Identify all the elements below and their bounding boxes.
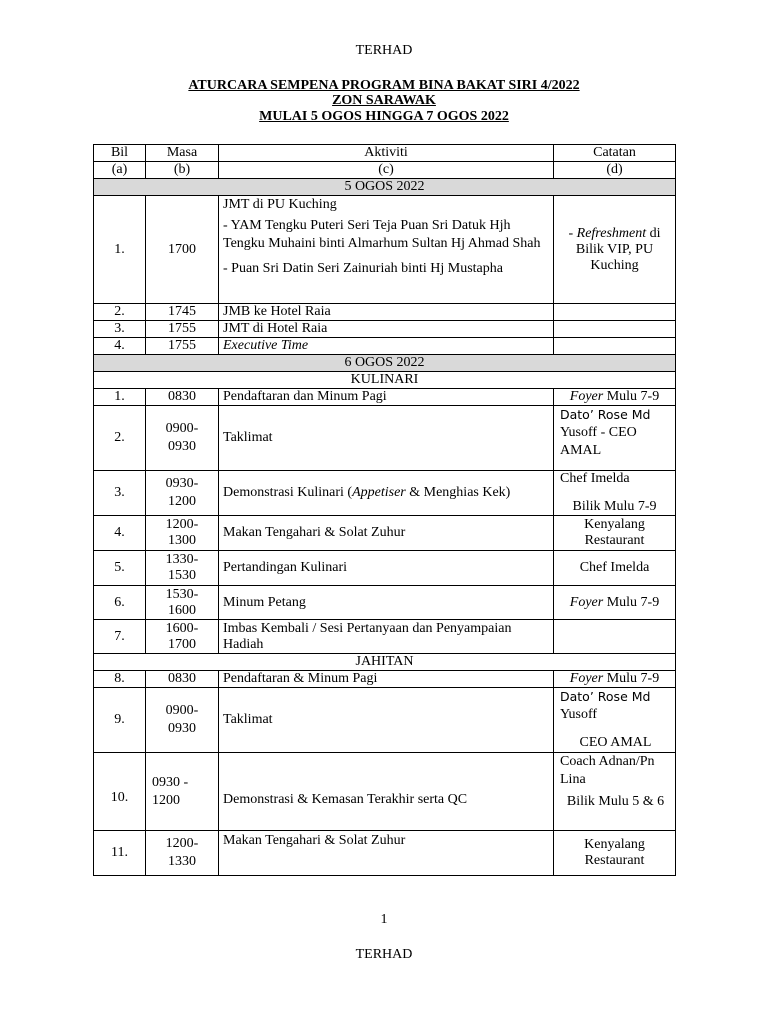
masa-start: 0900- bbox=[165, 421, 199, 436]
aktiviti-text: & Menghias Kek) bbox=[405, 485, 511, 500]
row-bil: 5. bbox=[94, 551, 146, 586]
row-masa: 1755 bbox=[146, 338, 219, 355]
row-aktiviti: Pendaftaran & Minum Pagi bbox=[219, 671, 554, 688]
catatan-text: Mulu 7-9 bbox=[603, 671, 660, 686]
row-catatan bbox=[554, 321, 676, 338]
catatan-text: di Bilik VIP, PU Kuching bbox=[575, 225, 661, 273]
row-masa bbox=[146, 406, 219, 471]
row-catatan bbox=[554, 196, 676, 304]
row-catatan bbox=[554, 586, 676, 620]
row-bil: 1. bbox=[94, 389, 146, 406]
row-masa: 1755 bbox=[146, 321, 219, 338]
masa-end: 1700 bbox=[168, 636, 196, 652]
masa-start: 1200- bbox=[165, 517, 199, 532]
col-header-masa: Masa bbox=[146, 145, 219, 162]
row-masa bbox=[146, 586, 219, 620]
catatan-italic: Foyer bbox=[569, 594, 604, 610]
row-aktiviti: Makan Tengahari & Solat Zuhur bbox=[219, 831, 554, 876]
table-row bbox=[94, 688, 676, 753]
masa-start: 1200- bbox=[165, 836, 199, 851]
col-header-aktiviti: Aktiviti bbox=[219, 145, 554, 162]
row-catatan bbox=[554, 671, 676, 688]
table-row bbox=[94, 671, 676, 688]
masa-end: 1530 bbox=[168, 568, 196, 583]
table-row bbox=[94, 304, 676, 321]
day-label: 6 OGOS 2022 bbox=[94, 355, 676, 372]
table-header-row bbox=[94, 145, 676, 162]
row-catatan bbox=[554, 471, 676, 516]
row-aktiviti: Taklimat bbox=[219, 688, 554, 753]
row-bil: 10. bbox=[94, 753, 146, 831]
aktiviti-italic: Appetiser bbox=[352, 485, 406, 500]
catatan-italic: Foyer bbox=[569, 389, 604, 404]
row-catatan bbox=[554, 688, 676, 753]
catatan-line: Dato’ Rose Md bbox=[560, 689, 651, 704]
col-code-b: (b) bbox=[146, 162, 219, 179]
row-catatan bbox=[554, 620, 676, 654]
document-date-range: MULAI 5 OGOS HINGGA 7 OGOS 2022 bbox=[259, 109, 509, 124]
section-row bbox=[94, 372, 676, 389]
row-bil: 7. bbox=[94, 620, 146, 654]
row-masa: 1745 bbox=[146, 304, 219, 321]
row-catatan bbox=[554, 389, 676, 406]
catatan-line: Bilik Mulu 5 & 6 bbox=[566, 794, 665, 809]
row-bil: 3. bbox=[94, 471, 146, 516]
table-code-row bbox=[94, 162, 676, 179]
masa-end: 1330 bbox=[168, 854, 196, 869]
masa-end: 1200 bbox=[152, 792, 180, 808]
row-bil: 1. bbox=[94, 196, 146, 304]
table-row bbox=[94, 321, 676, 338]
day-band bbox=[94, 179, 676, 196]
table-row bbox=[94, 338, 676, 355]
catatan-text: Mulu 7-9 bbox=[603, 594, 660, 610]
row-bil: 4. bbox=[94, 516, 146, 551]
row-masa bbox=[146, 516, 219, 551]
row-masa: 0830 bbox=[146, 389, 219, 406]
row-aktiviti bbox=[219, 338, 554, 355]
masa-start: 0900- bbox=[165, 703, 199, 718]
row-aktiviti: Imbas Kembali / Sesi Pertanyaan dan Penyampaian Hadiah bbox=[219, 620, 554, 654]
aktiviti-text: Demonstrasi Kulinari ( bbox=[223, 485, 353, 500]
catatan-line: Yusoff - CEO AMAL bbox=[560, 425, 637, 458]
table-row bbox=[94, 406, 676, 471]
catatan-line: CEO AMAL bbox=[579, 735, 652, 750]
row-masa bbox=[146, 551, 219, 586]
col-header-catatan: Catatan bbox=[554, 145, 676, 162]
aktiviti-line: - Puan Sri Datin Seri Zainuriah binti Hj Mustapha bbox=[223, 261, 503, 276]
classification-footer: TERHAD bbox=[355, 947, 413, 962]
catatan-text: Mulu 7-9 bbox=[603, 389, 660, 404]
catatan-line: Yusoff bbox=[560, 707, 598, 722]
section-row bbox=[94, 654, 676, 671]
classification-header: TERHAD bbox=[355, 43, 413, 58]
row-aktiviti: Pertandingan Kulinari bbox=[219, 551, 554, 586]
row-aktiviti: Taklimat bbox=[219, 406, 554, 471]
row-aktiviti: JMB ke Hotel Raia bbox=[219, 304, 554, 321]
row-masa bbox=[146, 831, 219, 876]
aktiviti-line: JMT di PU Kuching bbox=[223, 197, 337, 212]
row-aktiviti: JMT di Hotel Raia bbox=[219, 321, 554, 338]
catatan-line: Bilik Mulu 7-9 bbox=[572, 499, 657, 514]
row-bil: 4. bbox=[94, 338, 146, 355]
aktiviti-line: - YAM Tengku Puteri Seri Teja Puan Sri Datuk Hjh Tengku Muhaini binti Almarhum Sultan Hj Ahmad Shah bbox=[223, 218, 541, 251]
row-masa bbox=[146, 688, 219, 753]
document-zone: ZON SARAWAK bbox=[332, 93, 436, 108]
row-catatan bbox=[554, 304, 676, 321]
row-aktiviti: Pendaftaran dan Minum Pagi bbox=[219, 389, 554, 406]
row-bil: 9. bbox=[94, 688, 146, 753]
catatan-italic: Refreshment bbox=[576, 225, 647, 241]
table-row bbox=[94, 831, 676, 876]
masa-start: 0930- bbox=[165, 476, 199, 491]
row-aktiviti: Makan Tengahari & Solat Zuhur bbox=[219, 516, 554, 551]
row-bil: 3. bbox=[94, 321, 146, 338]
row-bil: 2. bbox=[94, 304, 146, 321]
col-code-c: (c) bbox=[219, 162, 554, 179]
masa-end: 0930 bbox=[168, 721, 196, 736]
row-aktiviti bbox=[219, 471, 554, 516]
col-code-a: (a) bbox=[94, 162, 146, 179]
row-aktiviti: Demonstrasi & Kemasan Terakhir serta QC bbox=[219, 753, 554, 831]
table-row bbox=[94, 753, 676, 831]
catatan-line: Coach Adnan/Pn Lina bbox=[560, 754, 655, 787]
row-masa: 1700 bbox=[146, 196, 219, 304]
col-header-bil: Bil bbox=[94, 145, 146, 162]
aktiviti-italic: Executive Time bbox=[223, 338, 309, 353]
masa-end: 0930 bbox=[168, 439, 196, 454]
section-label: JAHITAN bbox=[94, 654, 676, 671]
masa-start: 0930 - bbox=[152, 774, 189, 790]
masa-end: 1600 bbox=[168, 602, 196, 618]
row-catatan bbox=[554, 406, 676, 471]
row-catatan: Kenyalang Restaurant bbox=[554, 831, 676, 876]
row-catatan bbox=[554, 753, 676, 831]
row-bil: 2. bbox=[94, 406, 146, 471]
document-title: ATURCARA SEMPENA PROGRAM BINA BAKAT SIRI 4/2022 bbox=[188, 78, 580, 93]
row-bil: 8. bbox=[94, 671, 146, 688]
row-aktiviti bbox=[219, 196, 554, 304]
row-bil: 11. bbox=[94, 831, 146, 876]
masa-end: 1200 bbox=[168, 494, 196, 509]
catatan-italic: Foyer bbox=[569, 671, 604, 686]
row-aktiviti: Minum Petang bbox=[219, 586, 554, 620]
table-row bbox=[94, 551, 676, 586]
row-masa bbox=[146, 620, 219, 654]
col-code-d: (d) bbox=[554, 162, 676, 179]
day-band bbox=[94, 355, 676, 372]
row-masa bbox=[146, 753, 219, 831]
masa-start: 1330- bbox=[165, 552, 199, 567]
row-catatan: Kenyalang Restaurant bbox=[554, 516, 676, 551]
masa-start: 1600- bbox=[165, 620, 199, 636]
table-row bbox=[94, 586, 676, 620]
table-row bbox=[94, 196, 676, 304]
catatan-line: Dato’ Rose Md bbox=[560, 407, 651, 422]
row-catatan bbox=[554, 338, 676, 355]
row-masa: 0830 bbox=[146, 671, 219, 688]
page-number: 1 bbox=[380, 912, 388, 927]
masa-start: 1530- bbox=[165, 586, 199, 602]
table-row bbox=[94, 516, 676, 551]
row-masa bbox=[146, 471, 219, 516]
catatan-line: Chef Imelda bbox=[560, 471, 630, 486]
table-row bbox=[94, 471, 676, 516]
day-label: 5 OGOS 2022 bbox=[94, 179, 676, 196]
schedule-table bbox=[93, 144, 676, 876]
row-bil: 6. bbox=[94, 586, 146, 620]
table-row bbox=[94, 389, 676, 406]
masa-end: 1300 bbox=[168, 533, 196, 548]
table-row bbox=[94, 620, 676, 654]
row-catatan: Chef Imelda bbox=[554, 551, 676, 586]
section-label: KULINARI bbox=[94, 372, 676, 389]
catatan-prefix: - bbox=[568, 225, 577, 241]
